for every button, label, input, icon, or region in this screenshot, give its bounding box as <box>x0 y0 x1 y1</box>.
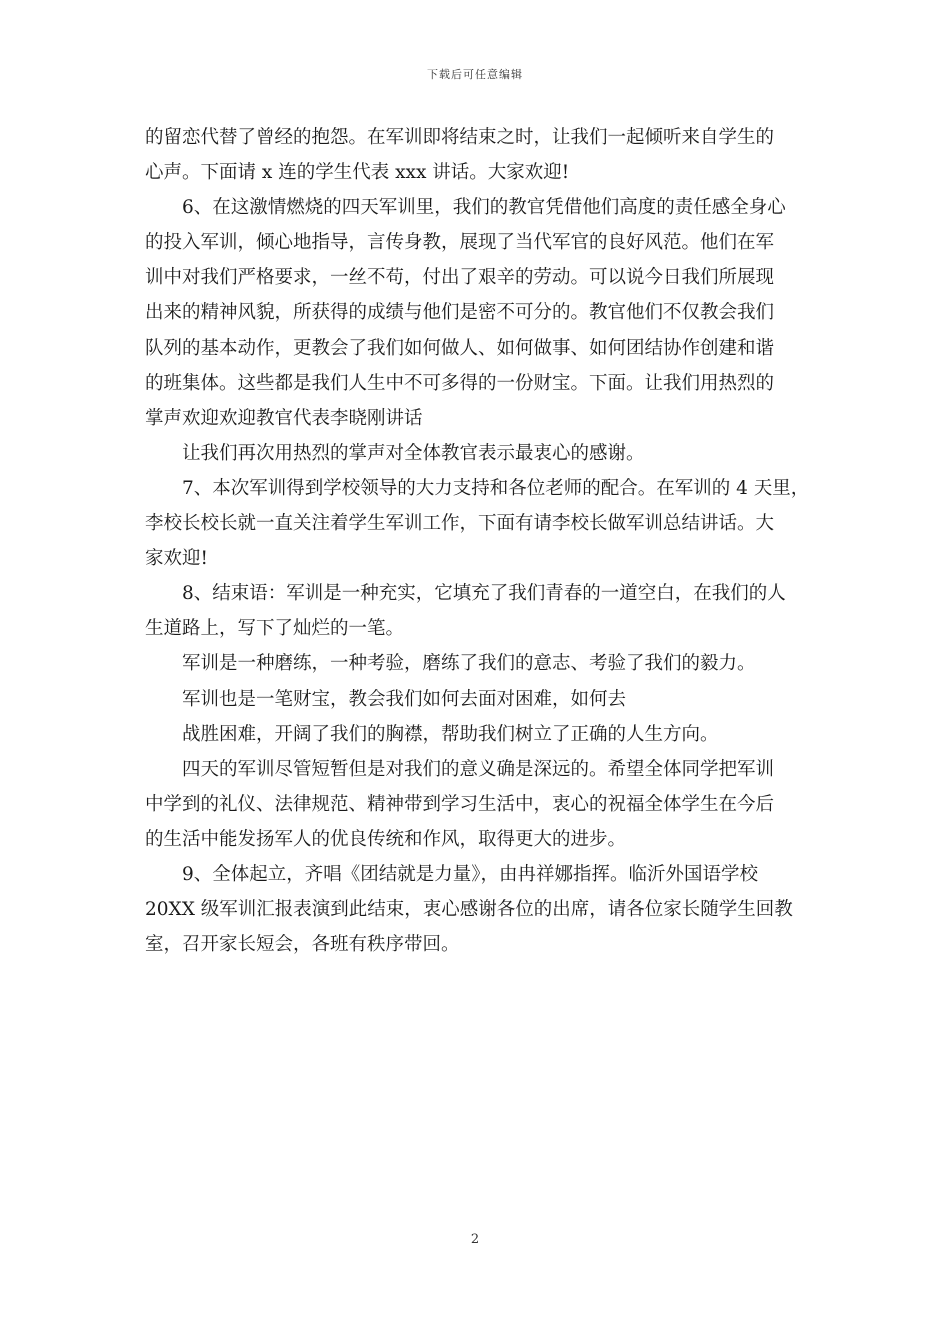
paragraph <box>145 190 817 436</box>
text-line: 室，召开家长短会，各班有秩序带回。 <box>145 934 460 956</box>
text-line: 军训是一种磨练，一种考验，磨练了我们的意志、考验了我们的毅力。 <box>182 653 756 675</box>
text-line: 掌声欢迎欢迎教官代表李晓刚讲话 <box>145 407 423 429</box>
paragraph <box>145 752 817 857</box>
text-line: 的生活中能发扬军人的优良传统和作风，取得更大的进步。 <box>145 828 627 850</box>
page-number: 2 <box>470 1232 480 1247</box>
page-header: 下载后可任意编辑 <box>427 68 523 81</box>
paragraph <box>145 576 817 646</box>
text-line: 的留恋代替了曾经的抱怨。在军训即将结束之时，让我们一起倾听来自学生的 <box>145 127 775 148</box>
paragraph <box>145 857 817 962</box>
text-line: 家欢迎! <box>145 548 208 570</box>
paragraph <box>145 471 817 576</box>
text-line: 20XX 级军训汇报表演到此结束，衷心感谢各位的出席，请各位家长随学生回教 <box>145 899 793 921</box>
text-line: 战胜困难，开阔了我们的胸襟，帮助我们树立了正确的人生方向。 <box>182 723 719 745</box>
text-line: 军训也是一笔财宝，教会我们如何去面对困难，如何去 <box>182 688 627 710</box>
text-line: 中学到的礼仪、法律规范、精神带到学习生活中，衷心的祝福全体学生在今后 <box>145 793 775 815</box>
text-line: 6、在这激情燃烧的四天军训里，我们的教官凭借他们高度的责任感全身心 <box>182 197 786 219</box>
text-line: 9、全体起立，齐唱《团结就是力量》，由冉祥娜指挥。临沂外国语学校 <box>182 863 759 885</box>
text-line: 李校长校长就一直关注着学生军训工作，下面有请李校长做军训总结讲话。大 <box>145 513 775 535</box>
text-line: 出来的精神风貌，所获得的成绩与他们是密不可分的。教官他们不仅教会我们 <box>145 302 775 324</box>
paragraph <box>145 682 817 717</box>
text-line: 让我们再次用热烈的掌声对全体教官表示最衷心的感谢。 <box>182 442 645 464</box>
text-line: 心声。下面请 x 连的学生代表 xxx 讲话。大家欢迎! <box>145 162 570 184</box>
text-line: 队列的基本动作，更教会了我们如何做人、如何做事、如何团结协作创建和谐 <box>145 337 775 359</box>
paragraph <box>145 120 817 190</box>
text-line: 训中对我们严格要求，一丝不苟，付出了艰辛的劳动。可以说今日我们所展现 <box>145 267 775 289</box>
text-line: 的班集体。这些都是我们人生中不可多得的一份财宝。下面。让我们用热烈的 <box>145 372 775 394</box>
text-line: 的投入军训，倾心地指导，言传身教，展现了当代军官的良好风范。他们在军 <box>145 232 775 254</box>
text-line: 7、本次军训得到学校领导的大力支持和各位老师的配合。在军训的 4 天里， <box>182 477 810 499</box>
paragraph <box>145 717 817 752</box>
text-line: 生道路上，写下了灿烂的一笔。 <box>145 618 405 640</box>
paragraph <box>145 436 817 471</box>
text-line: 四天的军训尽管短暂但是对我们的意义确是深远的。希望全体同学把军训 <box>182 758 775 780</box>
document-body <box>145 120 817 962</box>
text-line: 8、结束语：军训是一种充实，它填充了我们青春的一道空白，在我们的人 <box>182 583 786 605</box>
paragraph <box>145 646 817 681</box>
